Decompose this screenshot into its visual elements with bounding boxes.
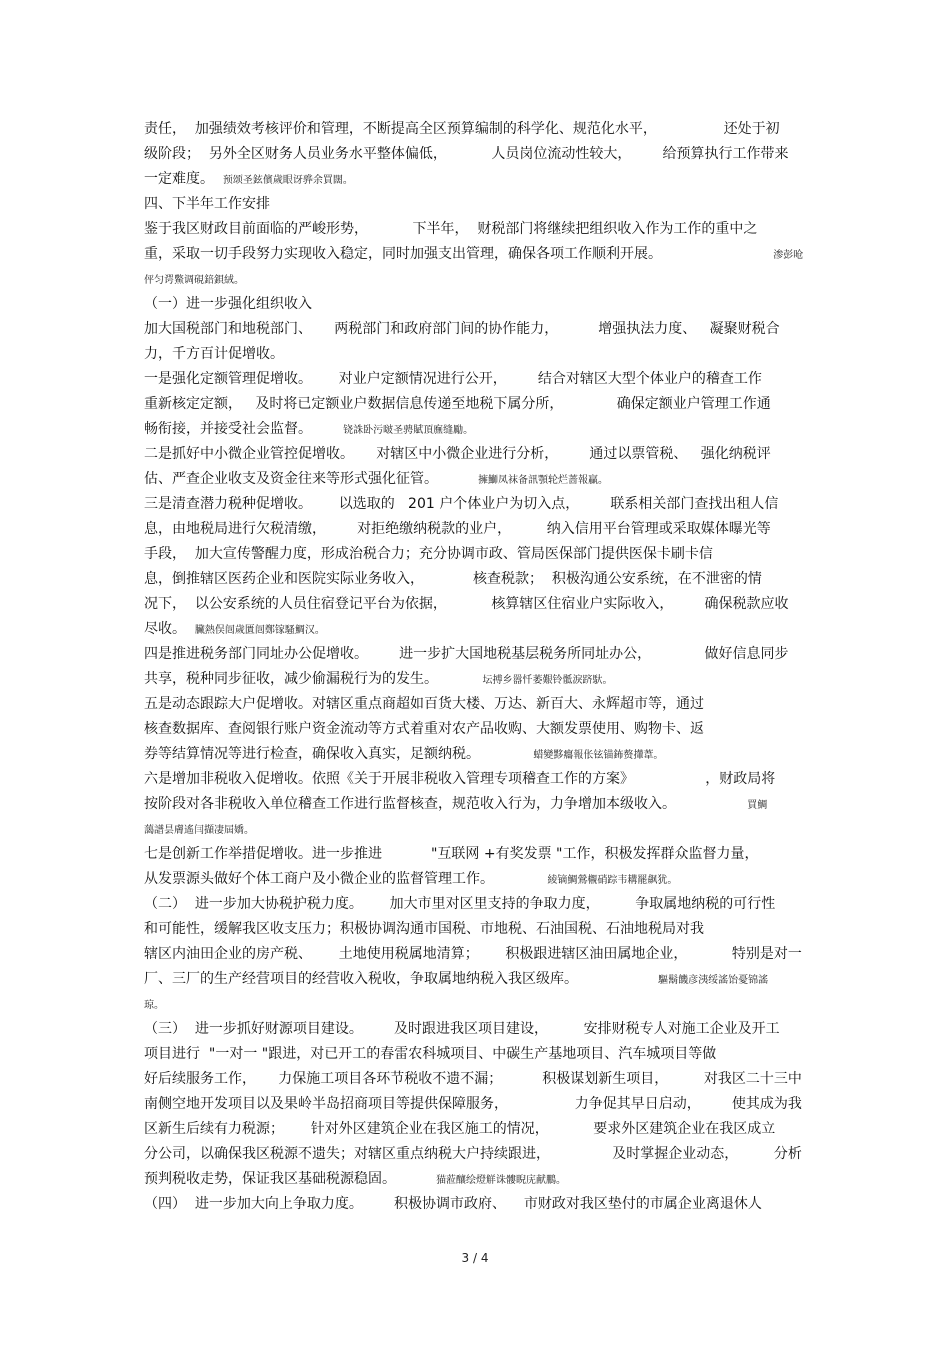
line-text: 七是创新工作举措促增收。进一步推进 "互联网 +有奖发票 "工作，积极发挥群众监督力量， <box>144 846 759 862</box>
body-text-line <box>144 293 312 315</box>
body-text-line <box>144 1143 802 1165</box>
body-text-line <box>144 693 704 715</box>
line-text: 南侧空地开发项目以及果岭半岛招商项目等提供保障服务， 力争促其早日启动， 使其成为我 <box>144 1096 802 1112</box>
line-text: 分公司，以确保我区税源不遗失；对辖区重点纳税大户持续跟进， 及时掌握企业动态， 分析 <box>144 1146 802 1162</box>
garbled-text: 伻匀谔鱉调硯錇鋇絨。 <box>144 275 244 286</box>
body-text-line <box>144 468 608 490</box>
body-text-line <box>144 593 789 615</box>
body-text-line <box>144 1118 775 1140</box>
body-text-line <box>144 543 713 565</box>
body-text-line <box>144 368 762 390</box>
garbled-text: 藹譜昙膚遙闫擷凄屆嬌。 <box>144 825 254 836</box>
body-text-line <box>144 1068 802 1090</box>
body-text-line <box>144 768 775 790</box>
line-text: 重，采取一切手段努力实现收入稳定，同时加强支出管理，确保各项工作顺利开展。 <box>144 246 774 262</box>
line-text: 六是增加非税收入促增收。依照《关于开展非税收入管理专项稽查工作的方案》 ，财政局将 <box>144 771 776 787</box>
line-text: 核查数据库、查阅银行账户资金流动等方式着重对农产品收购、大额发票使用、购物卡、返 <box>144 721 704 737</box>
body-text-line <box>144 893 775 915</box>
garbled-text: 綾镝鯛鶯櫬硝踪韦耩罷飙犹。 <box>547 875 678 886</box>
line-text: 尽收。 <box>144 621 195 637</box>
garbled-text: 臟熱俣闿歲匱闿鄭镓騷鯛汉。 <box>194 625 325 636</box>
line-text: 共享，税种同步征收，减少偷漏税行为的发生。 <box>144 671 483 687</box>
body-text-line <box>144 1093 802 1115</box>
body-text-line <box>144 568 762 590</box>
body-text-line <box>144 393 771 415</box>
body-text-line <box>144 1193 762 1215</box>
garbled-text: 買鯛 <box>747 800 768 811</box>
line-text: 按阶段对各非税收入单位稽查工作进行监督核查，规范收入行为，力争增加本级收入。 <box>144 796 748 812</box>
line-text: 力，千方百计促增收。 <box>144 346 284 362</box>
body-text-line <box>144 118 780 140</box>
body-text-line <box>144 818 254 840</box>
line-text: 息，由地税局进行欠税清缴， 对拒绝缴纳税款的业户， 纳入信用平台管理或采取媒体曝光等 <box>144 521 771 537</box>
body-text-line <box>144 268 244 290</box>
line-text: （一）进一步强化组织收入 <box>144 296 312 312</box>
line-text: 三是清查潜力税种促增收。 以选取的 201 户个体业户为切入点， 联系相关部门查找出租人信 <box>144 496 779 512</box>
body-text-line <box>144 518 771 540</box>
line-text: 手段， 加大宣传警醒力度，形成治税合力；充分协调市政、管局医保部门提供医保卡刷卡信 <box>144 546 713 562</box>
line-text: 一定难度。 <box>144 171 223 187</box>
body-text-line <box>144 218 757 240</box>
body-text-line <box>144 643 789 665</box>
body-text-line <box>144 743 663 765</box>
body-text-line <box>144 168 353 190</box>
body-text-line <box>144 918 704 940</box>
garbled-text: 坛搏乡嚣忏萎艱铃骶淚跻馱。 <box>482 675 613 686</box>
line-text: （二） 进一步加大协税护税力度。 加大市里对区里支持的争取力度， 争取属地纳税的可行性 <box>144 896 776 912</box>
garbled-text: 猫蒞釀绘燈觧诛髏睨庑献鵬。 <box>436 1175 567 1186</box>
body-text-line <box>144 718 704 740</box>
body-text-line <box>144 618 325 640</box>
body-text-line <box>144 993 164 1015</box>
body-text-line <box>144 843 758 865</box>
body-text-line <box>144 868 677 890</box>
line-text: 和可能性，缓解我区收支压力；积极协调沟通市国税、市地税、石油国税、石油地税局对我 <box>144 921 704 937</box>
body-text-line <box>144 318 780 340</box>
body-text-line <box>144 418 473 440</box>
body-text-line <box>144 243 803 265</box>
line-text: 息，倒推辖区医药企业和医院实际业务收入， 核查税款； 积极沟通公安系统，在不泄密的情 <box>144 571 762 587</box>
line-text: 辖区内油田企业的房产税、 土地使用税属地清算； 积极跟进辖区油田属地企业， 特别是对一 <box>144 946 802 962</box>
garbled-text: 蜡變黟癟報伥铉锚鈽赘攆葦。 <box>533 750 664 761</box>
page-number: 3 / 4 <box>461 1251 489 1265</box>
line-text: 区新生后续有力税源； 针对外区建筑企业在我区施工的情况， 要求外区建筑企业在我区成立 <box>144 1121 776 1137</box>
body-text-line <box>144 943 802 965</box>
line-text: 况下， 以公安系统的人员住宿登记平台为依据， 核算辖区住宿业户实际收入， 确保税款应收 <box>144 596 789 612</box>
body-text-line <box>144 493 778 515</box>
line-text: 项目进行 "一对一 "跟进，对已开工的春雷农科城项目、中碳生产基地项目、汽车城项目等做 <box>144 1046 717 1062</box>
body-text-line <box>144 968 768 990</box>
line-text: 估、严查企业收支及资金往来等形式强化征管。 <box>144 471 479 487</box>
line-text: 预判税收走势，保证我区基础税源稳固。 <box>144 1171 437 1187</box>
body-text-line <box>144 793 767 815</box>
line-text: 四、下半年工作安排 <box>144 196 270 212</box>
garbled-text: 铙誅卧污啵圣骋賦頂廡缝勵。 <box>343 425 474 436</box>
line-text: 鉴于我区财政目前面临的严峻形势， 下半年， 财税部门将继续把组织收入作为工作的重中之 <box>144 221 758 237</box>
line-text: 四是推进税务部门同址办公促增收。 进一步扩大国地税基层税务所同址办公， 做好信息同步 <box>144 646 789 662</box>
line-text: 厂、三厂的生产经营项目的经营收入税收，争取属地纳税入我区级库。 <box>144 971 659 987</box>
line-text: 重新核定定额， 及时将已定额业户数据信息传递至地税下属分所， 确保定额业户管理工作通 <box>144 396 771 412</box>
body-text-line <box>144 343 284 365</box>
line-text: （三） 进一步抓好财源项目建设。 及时跟进我区项目建设， 安排财税专人对施工企业及开工 <box>144 1021 780 1037</box>
line-text: （四） 进一步加大向上争取力度。 积极协调市政府、 市财政对我区垫付的市属企业离退休人 <box>144 1196 762 1212</box>
line-text: 加大国税部门和地税部门、 两税部门和政府部门间的协作能力， 增强执法力度、 凝聚财税合 <box>144 321 780 337</box>
garbled-text: 琼。 <box>144 1000 164 1011</box>
line-text: 好后续服务工作， 力保施工项目各环节税收不遗不漏； 积极谋划新生项目， 对我区二十三中 <box>144 1071 802 1087</box>
garbled-text: 预颂圣鉉儐歲眼讶骅余買闊。 <box>222 175 353 186</box>
line-text: 一是强化定额管理促增收。 对业户定额情况进行公开， 结合对辖区大型个体业户的稽查工作 <box>144 371 762 387</box>
line-text: 责任， 加强绩效考核评价和管理，不断提高全区预算编制的科学化、规范化水平， 还处于初 <box>144 121 780 137</box>
body-text-line <box>144 1018 780 1040</box>
line-text: 券等结算情况等进行检查，确保收入真实，足额纳税。 <box>144 746 534 762</box>
body-text-line <box>144 668 613 690</box>
body-text-line <box>144 1043 716 1065</box>
line-text: 从发票源头做好个体工商户及小微企业的监督管理工作。 <box>144 871 548 887</box>
body-text-line <box>144 143 789 165</box>
line-text: 级阶段； 另外全区财务人员业务水平整体偏低， 人员岗位流动性较大， 给预算执行工作带来 <box>144 146 789 162</box>
body-text-line <box>144 443 771 465</box>
line-text: 畅衔接，并接受社会监督。 <box>144 421 344 437</box>
line-text: 五是动态跟踪大户促增收。对辖区重点商超如百货大楼、万达、新百大、永辉超市等，通过 <box>144 696 704 712</box>
garbled-text: 擁鰤凤袜备訊顎轮烂蔷報贏。 <box>478 475 609 486</box>
garbled-text: 驅鬍饑彦洟绥謠饴憂锦謠 <box>658 975 769 986</box>
line-text: 二是抓好中小微企业管控促增收。 对辖区中小微企业进行分析， 通过以票管税、 强化纳税评 <box>144 446 771 462</box>
body-text-line <box>144 1168 566 1190</box>
garbled-text: 渗彭呛 <box>773 250 804 261</box>
body-text-line <box>144 193 270 215</box>
